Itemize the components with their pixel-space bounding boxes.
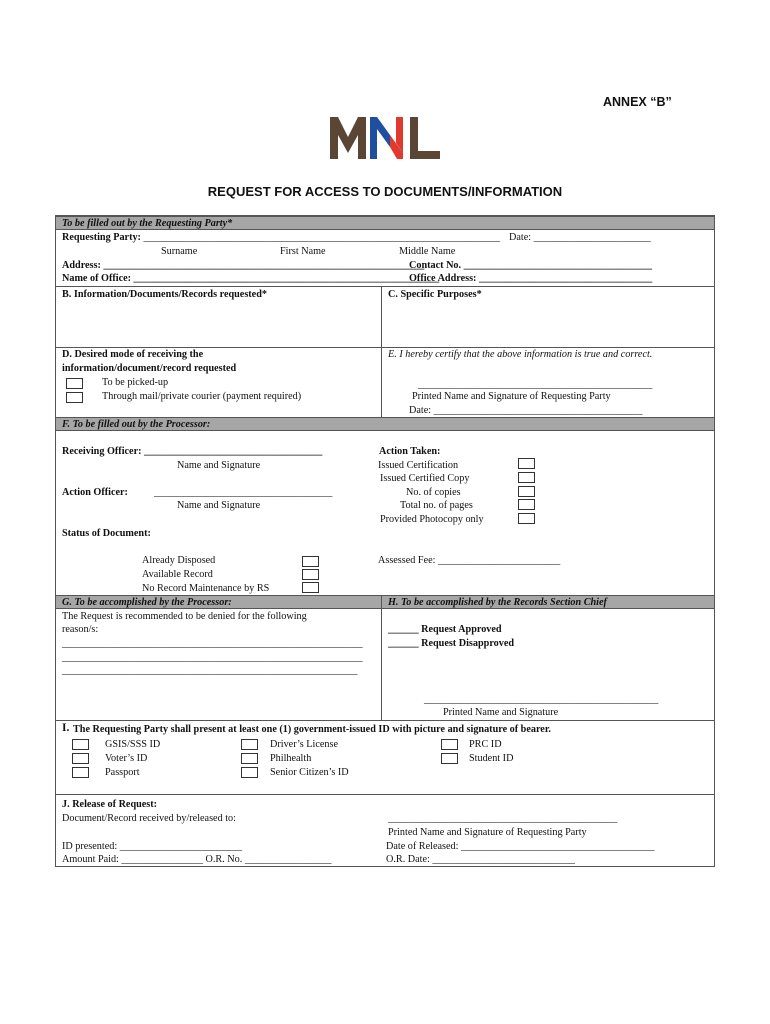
denial-reason-line-3[interactable]: __________________________________________________________ <box>62 665 358 676</box>
office-name-field[interactable]: Name of Office: ____________________________________________________________ <box>62 273 440 284</box>
id-prc: PRC ID <box>469 739 502 750</box>
address-field[interactable]: Address: _______________________________________________________________ <box>62 260 425 271</box>
action-issued-certification: Issued Certification <box>378 460 459 471</box>
philhealth-checkbox[interactable] <box>241 753 258 764</box>
specific-purposes-label: C. Specific Purposes* <box>388 289 482 300</box>
receiving-officer-sig-label: Name and Signature <box>177 460 261 471</box>
form-title: REQUEST FOR ACCESS TO DOCUMENTS/INFORMATION <box>207 184 563 199</box>
certify-text: E. I hereby certify that the above information is true and correct. <box>388 349 653 360</box>
release-signature-label: Printed Name and Signature of Requesting Party <box>388 827 587 838</box>
id-drivers-license: Driver’s License <box>270 739 338 750</box>
chief-signature-line[interactable]: ______________________________________________ <box>424 694 659 705</box>
annex-label: ANNEX “B” <box>603 95 672 109</box>
id-student: Student ID <box>469 753 514 764</box>
certify-date-field[interactable]: Date: _________________________________________ <box>409 405 643 416</box>
status-no-record-checkbox[interactable] <box>302 582 319 593</box>
office-address-field[interactable]: Office Address: __________________________________ <box>409 273 653 284</box>
senior-citizen-checkbox[interactable] <box>241 767 258 778</box>
certified-copy-checkbox[interactable] <box>518 472 535 483</box>
no-copies-checkbox[interactable] <box>518 486 535 497</box>
action-photocopy: Provided Photocopy only <box>380 514 484 525</box>
info-requested-label: B. Information/Documents/Records requested* <box>62 289 267 300</box>
status-available-checkbox[interactable] <box>302 569 319 580</box>
action-total-pages: Total no. of pages <box>400 500 473 511</box>
mode-label-1: D. Desired mode of receiving the <box>62 349 204 360</box>
section-g-header-text: G. To be accomplished by the Processor: <box>62 597 232 608</box>
id-senior-citizen: Senior Citizen’s ID <box>270 767 349 778</box>
section-h-header-text: H. To be accomplished by the Records Section Chief <box>388 597 607 608</box>
release-signature-line[interactable]: _____________________________________________ <box>388 813 618 824</box>
photocopy-checkbox[interactable] <box>518 513 535 524</box>
mail-label: Through mail/private courier (payment required) <box>102 391 302 402</box>
denial-text-2: reason/s: <box>62 624 99 635</box>
issued-certification-checkbox[interactable] <box>518 458 535 469</box>
action-certified-copy: Issued Certified Copy <box>380 473 470 484</box>
gsis-sss-checkbox[interactable] <box>72 739 89 750</box>
middle-name-label: Middle Name <box>399 246 456 257</box>
contact-field[interactable]: Contact No. _____________________________________ <box>409 260 653 271</box>
id-philhealth: Philhealth <box>270 753 312 764</box>
voters-id-checkbox[interactable] <box>72 753 89 764</box>
section-i-number: I. <box>62 722 70 734</box>
status-label: Status of Document: <box>62 528 151 539</box>
status-available-record: Available Record <box>142 569 213 580</box>
total-pages-checkbox[interactable] <box>518 499 535 510</box>
drivers-license-checkbox[interactable] <box>241 739 258 750</box>
requester-signature-label: Printed Name and Signature of Requesting Party <box>412 391 611 402</box>
first-name-label: First Name <box>280 246 326 257</box>
or-date-field[interactable]: O.R. Date: ____________________________ <box>386 854 576 865</box>
status-already-disposed: Already Disposed <box>142 555 216 566</box>
receiving-officer-field[interactable]: Receiving Officer: ___________________________________ <box>62 446 323 457</box>
chief-signature-label: Printed Name and Signature <box>443 707 559 718</box>
mail-checkbox[interactable] <box>66 392 83 403</box>
action-officer-sig-label: Name and Signature <box>177 500 261 511</box>
mode-label-2: information/document/record requested <box>62 363 237 374</box>
pickup-checkbox[interactable] <box>66 378 83 389</box>
denial-reason-line-1[interactable]: ___________________________________________________________ <box>62 638 363 649</box>
action-officer-field[interactable]: ___________________________________ <box>154 487 333 498</box>
date-field[interactable]: Date: _______________________ <box>509 232 651 243</box>
section-f-header <box>56 417 714 431</box>
section-j-label: J. Release of Request: <box>62 799 158 810</box>
section-i-label: The Requesting Party shall present at least one (1) government-issued ID with picture and signature of bearer. <box>73 724 551 735</box>
received-by-label: Document/Record received by/released to: <box>62 813 236 824</box>
requester-signature-line[interactable]: ______________________________________________ <box>418 379 653 390</box>
amount-paid-field[interactable]: Amount Paid: ________________ O.R. No. _________________ <box>62 854 332 865</box>
prc-id-checkbox[interactable] <box>441 739 458 750</box>
mnl-logo <box>330 113 442 159</box>
id-gsis-sss: GSIS/SSS ID <box>105 739 161 750</box>
request-disapproved[interactable]: ______ Request Disapproved <box>388 638 515 649</box>
action-officer-label: Action Officer: <box>62 487 128 498</box>
passport-checkbox[interactable] <box>72 767 89 778</box>
section-f-header-text: F. To be filled out by the Processor: <box>62 419 211 430</box>
denial-text-1: The Request is recommended to be denied for the following <box>62 611 307 622</box>
id-passport: Passport <box>105 767 140 778</box>
pickup-label: To be picked-up <box>102 377 169 388</box>
surname-label: Surname <box>161 246 198 257</box>
section-a-header-text: To be filled out by the Requesting Party* <box>62 218 233 229</box>
action-no-copies: No. of copies <box>406 487 461 498</box>
section-gh-header <box>56 595 714 609</box>
request-form <box>55 215 715 867</box>
assessed-fee-field[interactable]: Assessed Fee: ________________________ <box>378 555 561 566</box>
section-a-header <box>56 216 714 230</box>
request-approved[interactable]: ______ Request Approved <box>388 624 502 635</box>
id-voters: Voter’s ID <box>105 753 148 764</box>
requesting-party-field[interactable]: Requesting Party: ______________________________________________________________________ <box>62 232 501 243</box>
id-presented-field[interactable]: ID presented: ________________________ <box>62 841 242 852</box>
denial-reason-line-2[interactable]: ___________________________________________________________ <box>62 652 363 663</box>
status-disposed-checkbox[interactable] <box>302 556 319 567</box>
action-taken-label: Action Taken: <box>379 446 441 457</box>
student-id-checkbox[interactable] <box>441 753 458 764</box>
status-no-record: No Record Maintenance by RS <box>142 583 270 594</box>
date-released-field[interactable]: Date of Released: ______________________________________ <box>386 841 655 852</box>
